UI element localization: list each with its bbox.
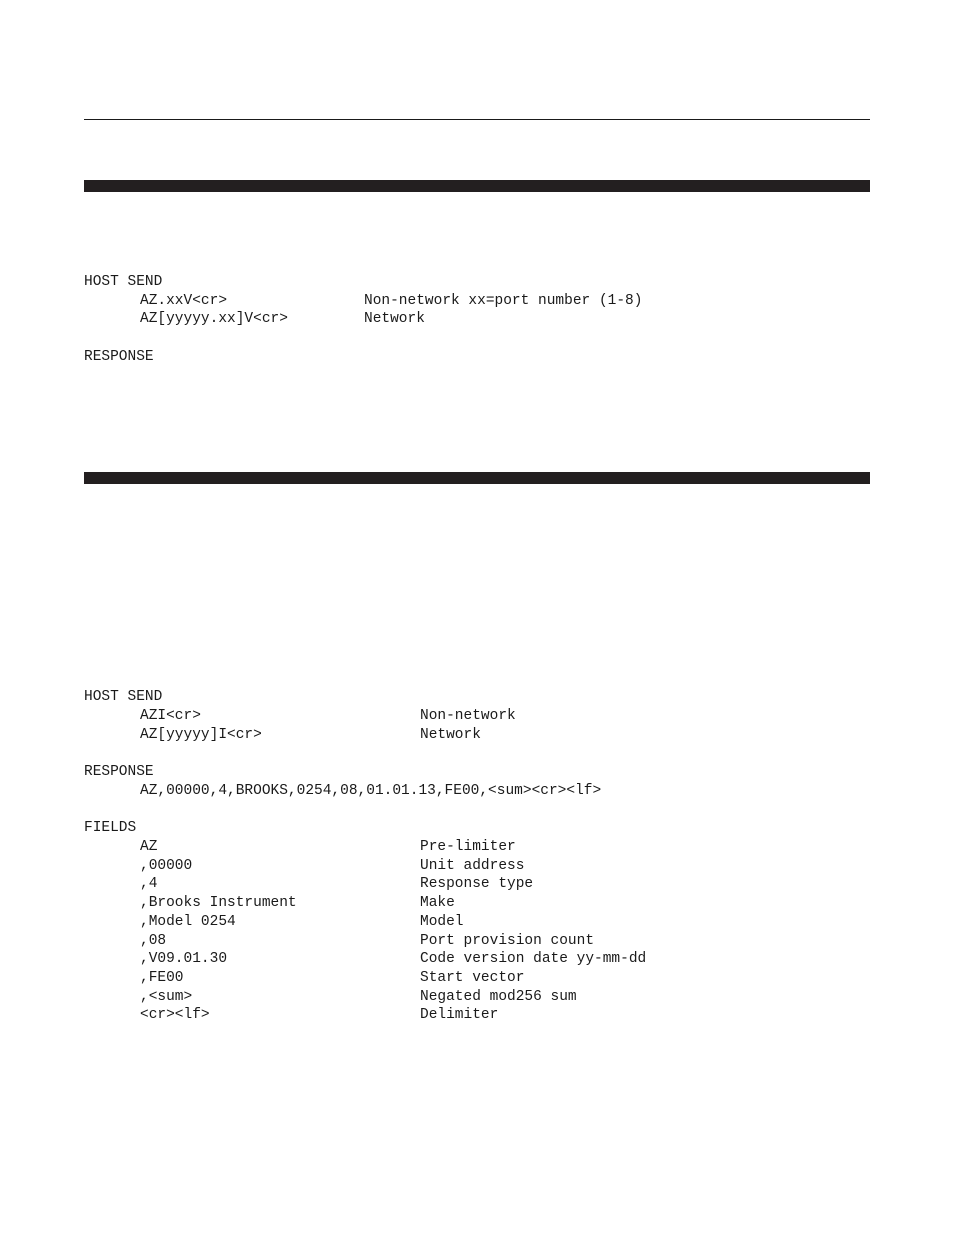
field-desc: Model <box>420 914 464 930</box>
host-send-label: HOST SEND <box>84 274 163 290</box>
field-desc: Response type <box>420 876 534 892</box>
field-desc: Start vector <box>420 970 525 986</box>
field-name: ,00000 <box>140 858 193 874</box>
field-name: AZ <box>140 839 158 855</box>
field-desc: Unit address <box>420 858 525 874</box>
host-send-label: HOST SEND <box>84 689 163 705</box>
field-name: ,<sum> <box>140 989 193 1005</box>
command-network: AZ[yyyyy.xx]V<cr> <box>140 311 288 327</box>
response-value: AZ,00000,4,BROOKS,0254,08,01.01.13,FE00,<sum><cr><lf> <box>140 783 602 799</box>
command-network-desc: Network <box>364 311 425 327</box>
response-label: RESPONSE <box>84 764 154 780</box>
field-name: ,Model 0254 <box>140 914 236 930</box>
fields-label: FIELDS <box>84 820 137 836</box>
field-name: ,4 <box>140 876 158 892</box>
response-label: RESPONSE <box>84 349 154 365</box>
field-desc: Port provision count <box>420 933 595 949</box>
field-desc: Pre-limiter <box>420 839 516 855</box>
command-non-network: AZI<cr> <box>140 708 201 724</box>
field-desc: Code version date yy-mm-dd <box>420 951 647 967</box>
field-name: ,Brooks Instrument <box>140 895 297 911</box>
section-1-title-bar <box>84 180 870 192</box>
field-desc: Delimiter <box>420 1007 499 1023</box>
command-non-network-desc: Non-network <box>420 708 516 724</box>
command-non-network-desc: Non-network xx=port number (1-8) <box>364 293 643 309</box>
field-name: ,FE00 <box>140 970 184 986</box>
field-desc: Negated mod256 sum <box>420 989 577 1005</box>
header-rule <box>84 119 870 120</box>
command-network: AZ[yyyyy]I<cr> <box>140 727 262 743</box>
command-network-desc: Network <box>420 727 481 743</box>
field-name: ,08 <box>140 933 167 949</box>
field-desc: Make <box>420 895 455 911</box>
section-2-title-bar <box>84 472 870 484</box>
field-name: ,V09.01.30 <box>140 951 228 967</box>
field-name: <cr><lf> <box>140 1007 210 1023</box>
command-non-network: AZ.xxV<cr> <box>140 293 228 309</box>
